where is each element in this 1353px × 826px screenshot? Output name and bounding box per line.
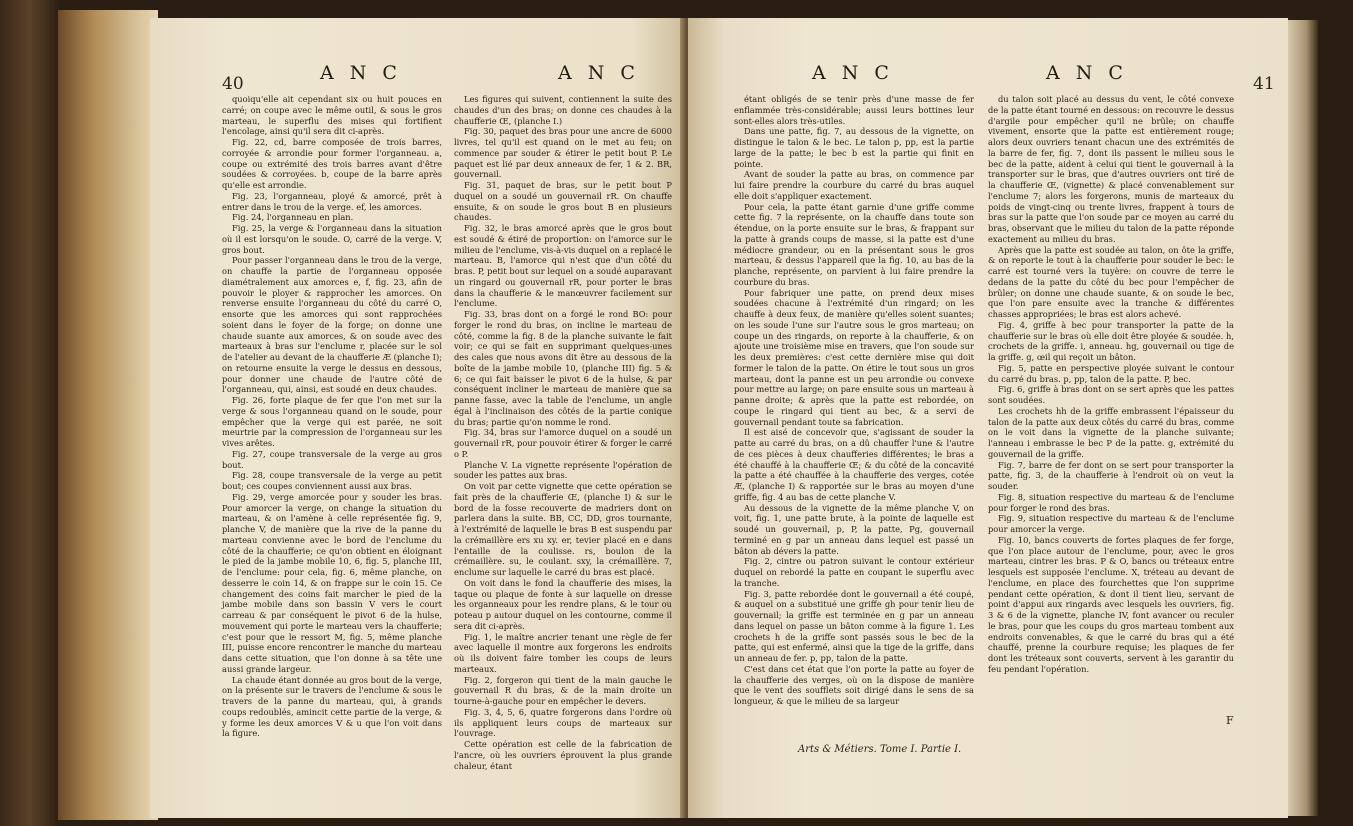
paragraph: Fig. 9, situation respective du marteau & de l'enclume pour amorcer la verge. (988, 513, 1234, 534)
paragraph: Fig. 7, barre de fer dont on se sert pour transporter la patte, fig. 3, de la chaufferie à l'endroit où on veut la souder. (988, 459, 1234, 491)
paragraph: Avant de souder la patte au bras, on commence par lui faire prendre la courbure du carré du bras auquel elle doit s'appliquer exactement. (734, 169, 974, 201)
paragraph: Cette opération est celle de la fabrication de l'ancre, où les ouvriers éprouvent la plus grande chaleur, étant (454, 739, 672, 771)
left-column-1 (222, 94, 442, 739)
paragraph: Fig. 29, verge amorcée pour y souder les bras. Pour amorcer la verge, on change la situation du marteau, & on l'amène à celle représentée fig. 9, planche V, de manière que la rive de la panne du marteau convienne avec le bord de l'enclume du côté de la chaufferie; ce qu'on obtient en éloignant le pied de la jambe mobile 10, 6, fig. 5, planche III, de l'enclume: pour cela, fig. 6, même planche, on desserre le coin 14, & on frappe sur le coin 15. Ce changement des coins fait marcher le pied de la jambe mobile dans son bassin V vers le court carreau & par conséquent le pivot 6 de la hulse, mouvement qui porte le marteau vers la chaufferie; c'est pour que le ressort M, fig. 5, même planche III, puisse encore rencontrer le manche du marteau dans cette situation, que l'on donne à sa tête une aussi grande largeur. (222, 491, 442, 674)
paragraph: Il est aisé de concevoir que, s'agissant de souder la patte au carré du bras, on a dû chauffer l'une & l'autre de ces pièces à deux chaufferies différentes; le bras a été chauffé à la chaufferie Œ; & du côté de la concavité la patte a été chauffée à la chaufferie des verges, cotée Æ, (planche I) & rapportée sur le bras au moyen d'une griffe, fig. 4 au bas de cette planche V. (734, 427, 974, 502)
paragraph: Pour fabriquer une patte, on prend deux mises soudées chacune à l'extrémité d'un ringard; on les chauffe à deux feux, de manière qu'elles soient suantes; on les soude l'une sur l'autre sous le gros marteau; on coupe un des ringards, on reporte à la chaufferie, & on ajoute une troisième mise en travers, que l'on soude sur les deux premières: c'est cette dernière mise qui doit former le talon de la patte. On étire le tout sous un gros marteau, dont la panne est un peu arrondie ou convexe pour mettre au large; on pare ensuite sous un marteau à panne droite; & après que la patte est rebordée, on coupe le ringard qui tient au bec, & a servi de gouvernail pendant toute sa fabrication. (734, 287, 974, 427)
left-running-head-right: A N C (558, 62, 640, 84)
right-column-1 (734, 94, 974, 707)
paragraph: Fig. 34, bras sur l'amorce duquel on a soudé un gouvernail rR, pour pouvoir étirer & forger le carré o P. (454, 427, 672, 459)
paragraph: du talon soit placé au dessus du vent, le côté convexe de la patte étant tourné en dessous: on recouvre le dessus d'argile pour empêcher qu'il ne brûle; on chauffe vivement, ensorte que la patte est entièrement rouge; alors deux ouvriers tenant chacun une des extrémités de la barre de fer, fig. 7, dont ils passent le milieu sous le bec de la patte, aident à celui qui tient le gouvernail à la transporter sur le bras, que d'autres ouvriers ont tiré de la chaufferie Œ, (vignette) & placé convenablement sur l'enclume 7; alors les forgerons, munis de marteaux du poids de vingt-cinq ou trente livres, frappent à tours de bras sur la patte que l'on soude par ce moyen au carré du bras, observant que le milieu du talon de la patte réponde exactement au milieu du bras. (988, 94, 1234, 244)
left-running-head-left: A N C (320, 62, 402, 84)
paragraph: Fig. 2, forgeron qui tient de la main gauche le gouvernail R du bras, & de la main droite un tourne-à-gauche pour en empêcher le devers. (454, 674, 672, 706)
paragraph: Fig. 23, l'organneau, ployé & amorcé, prêt à entrer dans le trou de la verge. ef, les amorces. (222, 190, 442, 212)
paragraph: Au dessous de la vignette de la même planche V, on voit, fig. 1, une patte brute, à la pointe de laquelle est soudé un gouvernail, p, P, la patte, Pg, gouvernail terminé en g par un anneau dans lequel est passé un bâton ab dévers la patte. (734, 502, 974, 556)
right-page-number: 41 (1253, 74, 1275, 94)
paragraph: Dans une patte, fig. 7, au dessous de la vignette, on distingue le talon & le bec. Le talon p, pp, est la partie large de la patte; le bec b est la partie qui finit en pointe. (734, 126, 974, 169)
paragraph: Fig. 1, le maître ancrier tenant une règle de fer avec laquelle il montre aux forgerons les endroits où ils doivent faire tomber les coups de leurs marteaux. (454, 631, 672, 674)
paragraph: Fig. 3, patte rebordée dont le gouvernail a été coupé, & auquel on a substitué une griffe gh pour tenir lieu de gouvernail; la griffe est terminée en g par un anneau dans lequel on passe un bâton comme à la figure 1. Les crochets h de la griffe sont passés sous le bec de la patte, qui est enfermé, ainsi que la tige de la griffe, dans un anneau de fer. p, pp, talon de la patte. (734, 588, 974, 663)
left-column-2 (454, 94, 672, 771)
paragraph: Fig. 24, l'organneau en plan. (232, 212, 354, 223)
paragraph: Fig. 10, bancs couverts de fortes plaques de fer forge, que l'on place autour de l'enclume, pour, avec le gros marteau, cintrer les bras. P & O, bancs ou tréteaux entre lesquels est supposée l'enclume. X, tréteau au devant de l'enclume, en place des fourchettes que l'on supprime pendant cette opération, & dont il tient lieu, servant de point d'appui aux ringards avec lesquels les ouvriers, fig. 3 & 6 de la vignette, planche IV, font avancer ou reculer le bras, pour que les coups du gros marteau tombent aux endroits convenables, & que le carré du bras qui a été chauffé, prenne la courbure requise; les plaques de fer dont les tréteaux sont couverts, servent à les garantir du feu pendant l'opération. (988, 534, 1234, 674)
paragraph: Fig. 33, bras dont on a forgé le rond BO: pour forger le rond du bras, on incline le marteau de côté, comme la fig. 8 de la planche suivante le fait voir; ce qui se fait en supprimant quelques-unes des cales que nous avons dit être au dessous de la boîte de la jambe mobile 10, (planche III) fig. 5 & 6; ce qui fait baisser le pivot 6 de la hulse, & par conséquent incliner le marteau de manière que sa panne fasse, avec la table de l'enclume, un angle égal à l'inclinaison des côtés de la partie conique du bras; partie qu'on nomme le rond. (454, 309, 672, 427)
paragraph: Fig. 2, cintre ou patron suivant le contour extérieur duquel on rebordé la patte en coupant le superflu avec la tranche. (734, 556, 974, 588)
right-column-2 (988, 94, 1234, 675)
paragraph: Fig. 28, coupe transversale de la verge au petit bout; ces coupes conviennent aussi aux bras. (222, 470, 442, 491)
paragraph: Fig. 31, paquet de bras, sur le petit bout P duquel on a soudé un gouvernail rR. On chauffe ensuite, & on soude le gros bout B en plusieurs chaudes. (454, 180, 672, 223)
paragraph: Fig. 32, le bras amorcé après que le gros bout est soudé & étiré de proportion: on l'amorce sur le milieu de l'enclume, vis-à-vis duquel on a replacé le marteau. B, l'amorce qui n'est que d'un côté du bras. P, petit bout sur lequel on a soudé auparavant un ringard ou gouvernail rR, pour porter le bras dans la chaufferie & le manœuvrer facilement sur l'enclume. (454, 223, 672, 309)
paragraph: Fig. 25, la verge & l'organneau dans la situation où il est lorsqu'on le soude. O, carré de la verge. V, gros bout. (222, 223, 442, 255)
paragraph: Planche V. La vignette représente l'opération de souder les pattes aux bras. (454, 459, 672, 481)
paragraph: Les crochets hh de la griffe embrassent l'épaisseur du talon de la patte aux deux côtés du carré du bras, comme on le voit dans la vignette de la planche suivante; l'anneau i embrasse le bec P de la patte. g, extrémité du gouvernail de la griffe. (988, 405, 1234, 459)
paragraph: Fig. 27, coupe transversale de la verge au gros bout. (222, 448, 442, 470)
left-page-number: 40 (222, 74, 244, 94)
paragraph: Fig. 5, patte en perspective ployée suivant le contour du carré du bras. p, pp, talon de la patte. P, bec. (988, 362, 1234, 384)
right-running-head-left: A N C (812, 62, 894, 84)
catchword: F (1226, 714, 1234, 727)
paragraph: C'est dans cet état que l'on porte la patte au foyer de la chaufferie des verges, où on la dispose de manière que le vent des soufflets soit dirigé dans le sens de sa longueur, & que le milieu de sa largeur (734, 663, 974, 706)
right-page (688, 18, 1288, 818)
paragraph: Fig. 3, 4, 5, 6, quatre forgerons dans l'ordre où ils appliquent leurs coups de marteaux sur l'ouvrage. (454, 706, 672, 739)
paragraph: quoiqu'elle ait cependant six ou huit pouces en carré; on coupe avec le même outil, & sous le gros marteau, le superflu des mises qui fortifient l'encolage, ainsi qu'il sera dit ci-après. (222, 94, 442, 137)
paragraph: Fig. 8, situation respective du marteau & de l'enclume pour forger le rond des bras. (988, 491, 1234, 513)
paragraph: Fig. 6, griffe à bras dont on se sert après que les pattes sont soudées. (988, 384, 1234, 405)
paragraph: Fig. 30, paquet des bras pour une ancre de 6000 livres, tel qu'il est quand on le met au feu; on commence par souder & étirer le petit bout P. Le paquet est lié par deux anneaux de fer, 1 & 2. BR, gouvernail. (454, 126, 672, 180)
left-page (150, 18, 685, 818)
paragraph: Les figures qui suivent, contiennent la suite des chaudes d'un des bras; on donne ces chaudes à la chaufferie Œ, (planche I.) (454, 94, 672, 126)
paragraph: Fig. 4, griffe à bec pour transporter la patte de la chaufferie sur le bras où elle doit être ployée & soudée. h, crochets de la griffe. i, anneau. hg, gouvernail ou tige de la griffe. g, œil qui reçoit un bâton. (988, 319, 1234, 362)
book-binding-left (58, 10, 158, 820)
paragraph: La chaude étant donnée au gros bout de la verge, on la présente sur le travers de l'enclume & sous le travers de la panne du marteau, qui, à grands coups redoublés, amincit cette partie de la verge, & y forme les deux amorces V & u que l'on voit dans la figure. (222, 674, 442, 739)
right-running-head-right: A N C (1046, 62, 1128, 84)
signature-line: Arts & Métiers. Tome I. Partie I. (798, 744, 962, 755)
paragraph: Pour cela, la patte étant garnie d'une griffe comme cette fig. 7 la représente, on la chauffe dans toute son étendue, on la porte ensuite sur le bras, & frappant sur la patte à grands coups de masse, si la patte est d'une médiocre grandeur, ou en la présentant sous le gros marteau, & dessus l'appareil que la fig. 10, au bas de la planche, représente, on parvient à lui faire prendre la courbure du bras. (734, 201, 974, 287)
paragraph: Pour passer l'organneau dans le trou de la verge, on chauffe la partie de l'organneau opposée diamétralement aux amorces e, f, fig. 23, afin de pouvoir le ployer & rapprocher les amorces. On renverse ensuite l'organneau du côté du carré O, ensorte que les amorces qui sont rapprochées soient dans le foyer de la forge; on donne une chaude suante aux amorces, & on soude avec des marteaux à bras sur l'enclume r, placée sur le sol de l'atelier au devant de la chaufferie Æ (planche I); on retourne ensuite la verge le dessus en dessous, pour donner une chaude de l'autre côté de l'organneau, qui, ainsi, est soudé en deux chaudes. (222, 255, 442, 395)
book-edge-right (1288, 20, 1318, 816)
paragraph: Fig. 22, cd, barre composée de trois barres, corroyée & arrondie pour former l'organneau. a, coupe ou extrémité des trois barres avant d'être soudées & corroyées. b, coupe de la barre après qu'elle est arrondie. (222, 137, 442, 190)
paragraph: Fig. 26, forte plaque de fer que l'on met sur la verge & sous l'organneau quand on le soude, pour empêcher que la verge qui est parée, ne soit meurtrie par la compression de l'organneau sur les vives arêtes. (222, 395, 442, 448)
paragraph: On voit par cette vignette que cette opération se fait près de la chaufferie Œ, (planche I) & sur le bord de la fosse recouverte de madriers dont on parlera dans la suite. BB, CC, DD, gros tournante, à l'extrémité de laquelle le bras B est suspendu par la crémaillère ers xu xy. er, tevier placé en e dans l'entaille de la coulisse. rs, boulon de la crémaillère. su, le coulant. sxy, la crémaillère. 7, enclume sur laquelle le carré du bras est placé. (454, 481, 672, 577)
paragraph: Après que la patte est soudée au talon, on ôte la griffe, & on reporte le tout à la chaufferie pour souder le bec: le carré est tourné vers la tuyère: on couvre de terre le dedans de la patte du côté du bec pour l'empêcher de brûler; on donne une chaude suante, & on soude le bec, que l'on pare ensuite avec la tranche & différentes chasses appropriées; le bras est alors achevé. (988, 244, 1234, 319)
paragraph: étant obligés de se tenir près d'une masse de fer enflammée très-considérable; aussi leurs bottines leur sont-elles alors très-utiles. (734, 94, 974, 126)
paragraph: On voit dans le fond la chaufferie des mises, la taque ou plaque de fonte à sur laquelle on dresse les organneaux pour les rendre plans, & le tour ou poteau p autour duquel on les contourne, comme il sera dit ci-après. (454, 577, 672, 631)
